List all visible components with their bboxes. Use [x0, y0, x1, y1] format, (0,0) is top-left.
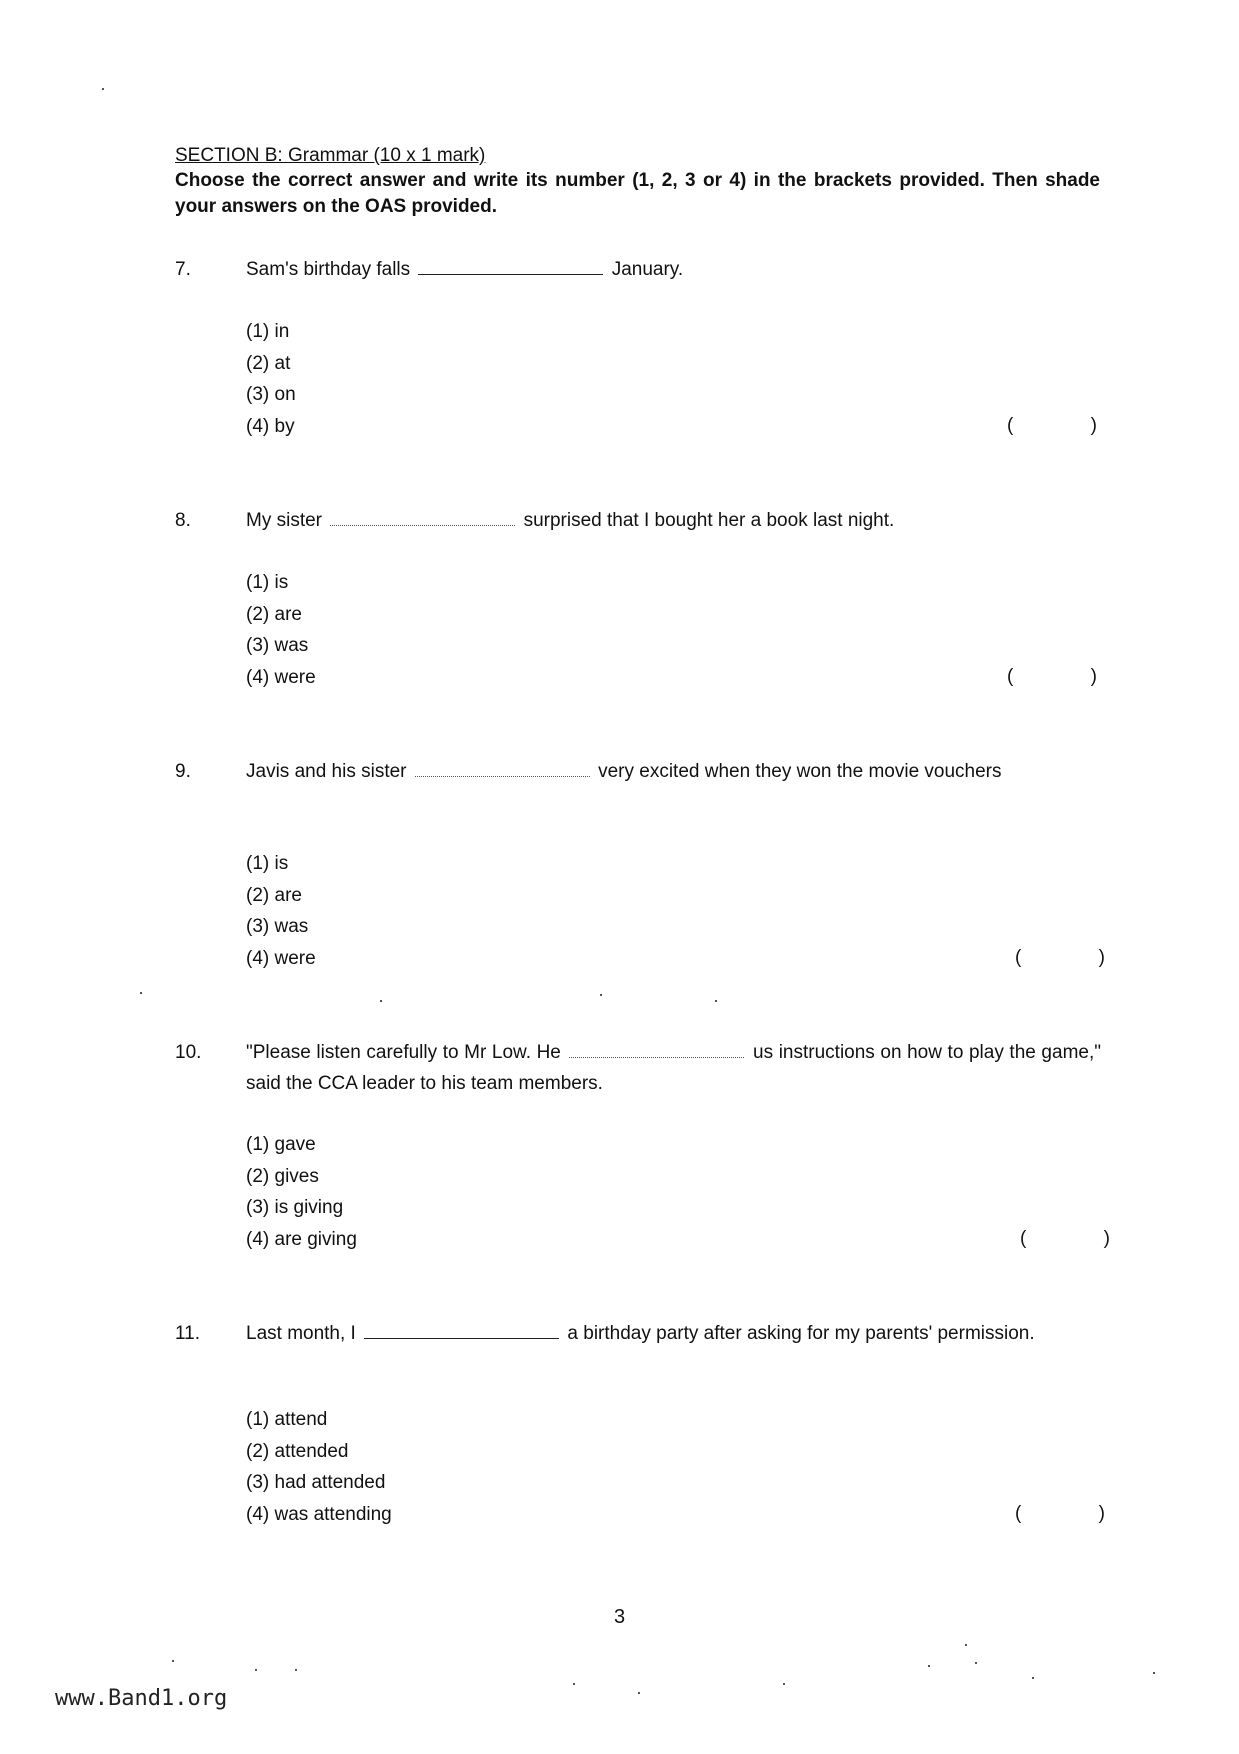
scan-speck	[975, 1662, 977, 1664]
scan-speck	[600, 994, 602, 996]
option-1: (1) attend	[246, 1409, 328, 1430]
scan-speck	[783, 1683, 785, 1685]
question-stem	[246, 1318, 1101, 1349]
scan-speck	[573, 1683, 575, 1685]
question-stem	[246, 254, 1101, 285]
answer-bracket[interactable]	[1007, 410, 1097, 441]
section-header	[175, 144, 1100, 220]
section-title: SECTION B: Grammar (10 x 1 mark)	[175, 145, 486, 166]
answer-bracket[interactable]	[1015, 1498, 1105, 1529]
option-4: (4) was attending	[246, 1503, 392, 1525]
bracket-open: (	[1015, 947, 1022, 968]
stem-before: Last month, I	[246, 1323, 356, 1344]
stem-after: surprised that I bought her a book last night.	[523, 510, 895, 531]
option-3: (3) was	[246, 635, 309, 656]
stem-before: Sam's birthday falls	[246, 259, 411, 280]
scan-speck	[295, 1669, 297, 1671]
option-2: (2) are	[246, 884, 302, 906]
bracket-close: )	[1098, 1503, 1105, 1524]
bracket-close: )	[1098, 947, 1105, 968]
stem-after: a birthday party after asking for my parents' permission.	[567, 1323, 1035, 1344]
answer-blank	[330, 507, 515, 526]
watermark-link[interactable]: www.Band1.org	[55, 1686, 228, 1711]
options-list	[246, 316, 296, 442]
option-1: (1) is	[246, 572, 289, 593]
stem-after: us instructions on how to play the game," said the CCA leader to his team members.	[246, 1042, 1101, 1094]
stem-before: My sister	[246, 510, 322, 531]
scan-speck	[928, 1665, 930, 1667]
option-3: (3) on	[246, 384, 296, 405]
bracket-close: )	[1090, 666, 1097, 687]
option-3: (3) was	[246, 916, 309, 937]
stem-before: "Please listen carefully to Mr Low. He	[246, 1042, 561, 1063]
question-stem	[246, 505, 1101, 536]
option-2: (2) attended	[246, 1440, 349, 1462]
options-list	[246, 1404, 392, 1530]
scan-speck	[715, 1000, 717, 1002]
option-4: (4) were	[246, 666, 316, 688]
scan-speck	[140, 992, 142, 994]
question-stem	[246, 756, 1101, 787]
scan-speck	[380, 1000, 382, 1002]
answer-bracket[interactable]	[1015, 942, 1105, 973]
option-4: (4) by	[246, 415, 295, 437]
scan-speck	[1032, 1677, 1034, 1679]
question-number: 10.	[175, 1042, 202, 1063]
answer-bracket[interactable]	[1007, 661, 1097, 692]
option-1: (1) is	[246, 853, 289, 874]
option-3: (3) is giving	[246, 1197, 344, 1218]
option-2: (2) are	[246, 603, 302, 625]
instructions: Choose the correct answer and write its number (1, 2, 3 or 4) in the brackets provided. Then shade your answers on the OAS provided.	[175, 170, 1100, 217]
scan-speck	[172, 1660, 174, 1662]
scan-speck	[638, 1692, 640, 1694]
answer-blank	[569, 1039, 744, 1058]
option-1: (1) gave	[246, 1134, 316, 1155]
options-list	[246, 848, 316, 974]
answer-bracket[interactable]	[1020, 1223, 1110, 1254]
option-3: (3) had attended	[246, 1472, 386, 1493]
bracket-open: (	[1015, 1503, 1022, 1524]
stem-after: January.	[611, 259, 684, 280]
question-stem	[246, 1037, 1101, 1099]
scan-speck	[1153, 1672, 1155, 1674]
bracket-open: (	[1007, 415, 1014, 436]
option-4: (4) were	[246, 947, 316, 969]
scan-speck	[102, 88, 104, 90]
option-2: (2) gives	[246, 1165, 319, 1187]
options-list	[246, 567, 316, 693]
question-number: 11.	[175, 1323, 201, 1344]
answer-blank	[415, 758, 590, 777]
page-number: 3	[613, 1606, 626, 1628]
question-number: 8.	[175, 510, 191, 531]
option-1: (1) in	[246, 321, 290, 342]
scan-speck	[255, 1669, 257, 1671]
stem-after: very excited when they won the movie vouchers	[598, 761, 1002, 782]
stem-before: Javis and his sister	[246, 761, 407, 782]
scan-speck	[965, 1644, 967, 1646]
bracket-close: )	[1090, 415, 1097, 436]
options-list	[246, 1129, 357, 1255]
answer-blank	[364, 1320, 559, 1339]
option-4: (4) are giving	[246, 1228, 357, 1250]
option-2: (2) at	[246, 352, 291, 374]
question-number: 9.	[175, 761, 191, 782]
answer-blank	[418, 256, 603, 275]
bracket-open: (	[1007, 666, 1014, 687]
question-number: 7.	[175, 259, 191, 280]
bracket-close: )	[1103, 1228, 1110, 1249]
bracket-open: (	[1020, 1228, 1027, 1249]
